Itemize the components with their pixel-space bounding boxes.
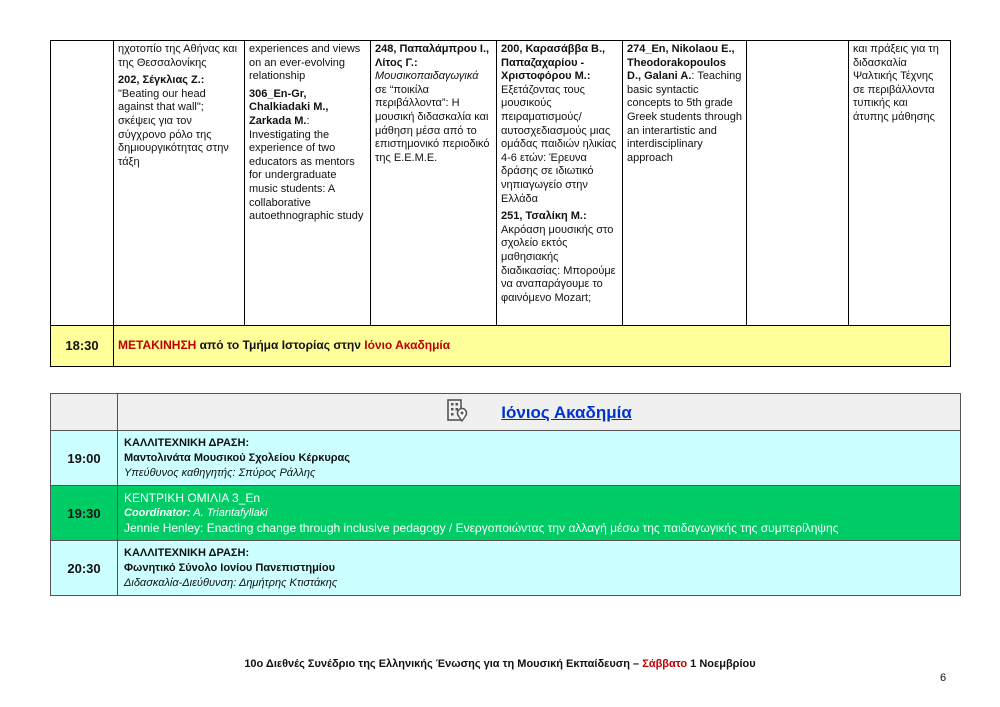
session-col-6 — [623, 41, 747, 326]
building-location-icon — [446, 398, 468, 427]
venue-header — [118, 394, 961, 431]
paper-title: Ακρόαση μουσικής στο σχολείο εκτός μαθησιακής διαδικασίας: Μπορούμε να αναπαράγουμε το φαινόμενο Mozart; — [501, 223, 616, 304]
session-row — [51, 41, 951, 326]
event-details — [118, 541, 961, 596]
venue-link[interactable]: Ιόνιος Ακαδημία — [501, 402, 632, 422]
paper-title: Teaching basic syntactic concepts to 5th grade Greek students through an interartistic and interdisciplinary approach — [627, 70, 742, 164]
event-type: ΚΑΛΛΙΤΕΧΝΙΚΗ ΔΡΑΣΗ: — [124, 436, 250, 449]
footer-conference: 10ο Διεθνές Συνέδριο της Ελληνικής Ένωσης για τη Μουσική Εκπαίδευση – — [244, 658, 643, 670]
entry-text: και πράξεις για τη διδασκαλία Ψαλτικής Τέχνης σε περιβάλλοντα τυπικής και άτυπης μάθησης — [853, 43, 939, 123]
paper-title: Εξετάζοντας τους μουσικούς πειραματισμούς/αυτοσχεδιασμούς μιας ομάδας παιδιών ηλικίας 4-6 ετών: Έρευνα δράσης σε ιδιωτικό νηπιαγωγείο στην Ελλάδα — [501, 83, 617, 205]
transfer-time: 18:30 — [51, 326, 114, 367]
keynote-details — [118, 486, 961, 541]
transfer-row — [51, 326, 951, 367]
venue-header-row — [51, 394, 961, 431]
footer-day: Σάββατο — [642, 658, 688, 670]
keynote-talk — [124, 521, 954, 536]
paper-authors: 202, Σέγκλιας Ζ. — [118, 74, 201, 87]
session-col-3 — [245, 41, 371, 326]
venue-header-blank — [51, 394, 118, 431]
entry-text: ηχοτοπίο της Αθήνας και της Θεσσαλονίκης — [118, 43, 238, 69]
transfer-label: ΜΕΤΑΚΙΝΗΣΗ — [118, 337, 197, 352]
transfer-text: από το Τμήμα Ιστορίας στην — [196, 337, 365, 352]
keynote-row — [51, 486, 961, 541]
paper-entry: 306_En-Gr, Chalkiadaki M., Zarkada M.: Investigating the experience of two educators as mentors for undergraduate music students: A collaborative autoethnographic study — [249, 87, 364, 223]
paper-title: σε “ποικίλα περιβάλλοντα”: Η μουσική διδασκαλία και μάθηση μέσα από το επιστημονικό περιοδικό της Ε.Ε.Μ.Ε. — [375, 83, 490, 164]
session-col-4 — [371, 41, 497, 326]
event-row — [51, 431, 961, 486]
event-person: Διδασκαλία-Διεύθυνση: Δημήτρης Κτιστάκης — [124, 576, 338, 589]
paper-entry: 274_En, Nikolaou E., Theodorakopoulos D., Galani A.: Teaching basic syntactic concepts to 5th grade Greek students through an interartistic and interdisciplinary approach — [627, 43, 742, 164]
event-title: Φωνητικό Σύνολο Ιονίου Πανεπιστημίου — [124, 561, 335, 574]
talk-title: Enacting change through inclusive pedagogy / Ενεργοποιώντας την αλλαγή μέσω της παιδαγωγικής της συμπερίληψης — [203, 520, 839, 535]
transfer-note — [114, 326, 951, 367]
session-col-7-empty — [747, 41, 849, 326]
paper-authors: 248, Παπαλάμπρου Ι., Λίτος Γ. — [375, 43, 490, 69]
paper-authors: 274_En, Nikolaou E., Theodorakopoulos D., Galani A. — [627, 43, 735, 83]
paper-entry: 251, Τσαλίκη Μ.: Ακρόαση μουσικής στο σχολείο εκτός μαθησιακής διαδικασίας: Μπορούμε να αναπαράγουμε το φαινόμενο Mozart; — [501, 210, 616, 304]
event-time: 19:00 — [51, 431, 118, 486]
event-time: 20:30 — [51, 541, 118, 596]
paper-authors: 200, Καρασάββα Β., Παπαζαχαρίου - Χριστοφόρου Μ. — [501, 43, 606, 83]
time-cell-empty — [51, 41, 114, 326]
paper-entry: 202, Σέγκλιας Ζ.: "Beating our head against that wall"; σκέψεις για τον σύγχρονο ρόλο της δημιουργικότητας στην τάξη — [118, 74, 229, 168]
coordinator — [124, 506, 954, 521]
venue-table — [50, 393, 961, 596]
event-row — [51, 541, 961, 596]
entry-text: experiences and views on an ever-evolving relationship — [249, 43, 361, 83]
footer-date: 1 Νοεμβρίου — [687, 658, 756, 670]
session-col-5 — [497, 41, 623, 326]
paper-authors: 306_En-Gr, Chalkiadaki M., Zarkada M. — [249, 87, 329, 127]
paper-title: Investigating the experience of two educators as mentors for undergraduate music students: A collaborative autoethnographic study — [249, 128, 364, 223]
keynote-title: ΚΕΝΤΡΙΚΗ ΟΜΙΛΙΑ 3_En — [124, 490, 261, 505]
coordinator-name: A. Triantafyllaki — [190, 506, 268, 519]
event-type: ΚΑΛΛΙΤΕΧΝΙΚΗ ΔΡΑΣΗ: — [124, 546, 250, 559]
speaker-name: Jennie Henley: — [124, 520, 204, 535]
paper-entry: 200, Καρασάββα Β., Παπαζαχαρίου - Χριστοφόρου Μ.: Εξετάζοντας τους μουσικούς πειραματισμούς/αυτοσχεδιασμούς μιας ομάδας παιδιών ηλικίας 4-6 ετών: Έρευνα δράσης σε ιδιωτικό νηπιαγωγείο στην Ελλάδα — [501, 43, 617, 205]
event-person: Υπεύθυνος καθηγητής: Σπύρος Ράλλης — [124, 466, 316, 479]
session-col-2 — [114, 41, 245, 326]
event-title: Μαντολινάτα Μουσικού Σχολείου Κέρκυρας — [124, 451, 351, 464]
paper-authors: 251, Τσαλίκη Μ. — [501, 210, 583, 223]
page-footer — [0, 658, 1000, 670]
page-number: 6 — [940, 672, 947, 684]
paper-title: "Beating our head against that wall"; σκέψεις για τον σύγχρονο ρόλο της δημιουργικότητας στην τάξη — [118, 87, 229, 168]
event-time: 19:30 — [51, 486, 118, 541]
coordinator-label: Coordinator: — [124, 506, 191, 519]
session-col-8 — [849, 41, 951, 326]
paper-entry: 248, Παπαλάμπρου Ι., Λίτος Γ.: Μουσικοπαιδαγωγικά σε “ποικίλα περιβάλλοντα”: Η μουσική διδασκαλία και μάθηση μέσα από το επιστημονικό περιοδικό της Ε.Ε.Μ.Ε. — [375, 43, 490, 164]
transfer-destination: Ιόνιο Ακαδημία — [364, 337, 451, 352]
event-details — [118, 431, 961, 486]
paper-title-italic: Μουσικοπαιδαγωγικά — [375, 70, 479, 83]
program-table — [50, 40, 951, 367]
